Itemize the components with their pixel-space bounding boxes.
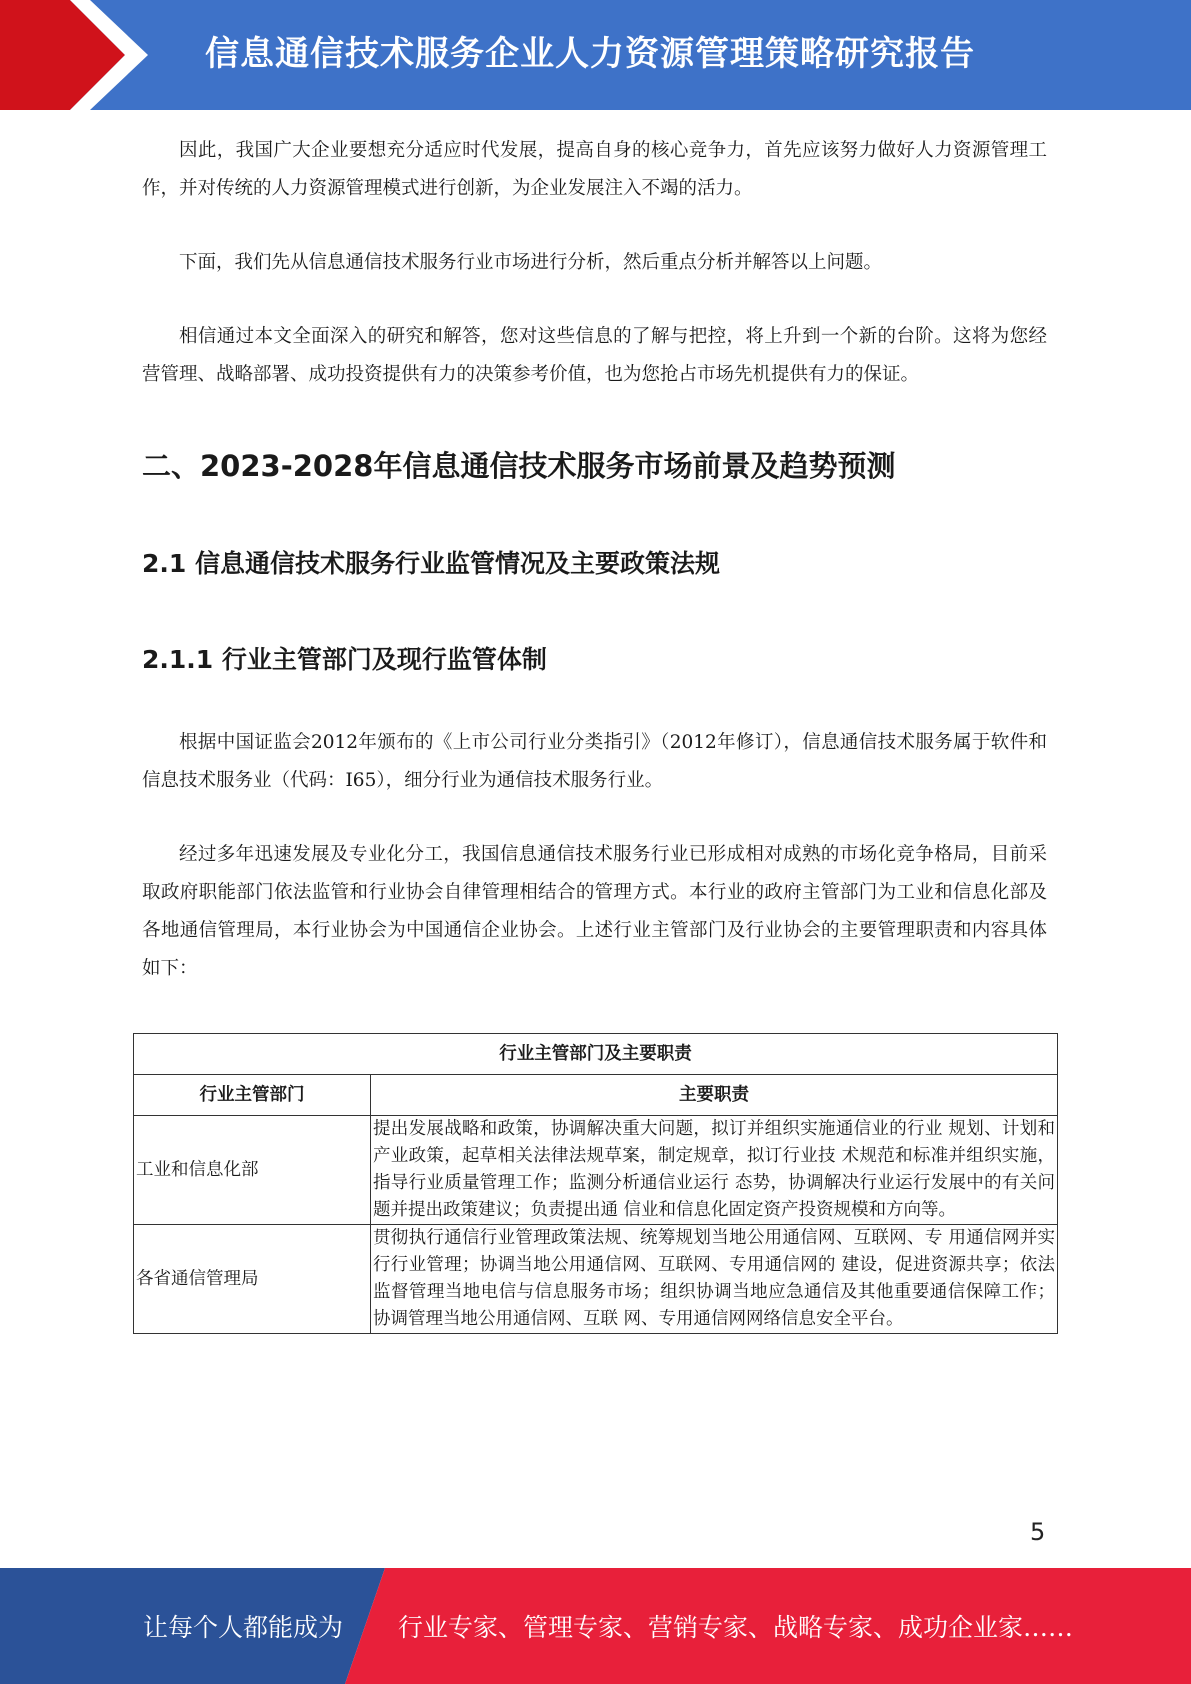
paragraph-section-1: 根据中国证监会2012年颁布的《上市公司行业分类指引》（2012年修订），信息通信技术服务属于软件和信息技术服务业（代码：I65），细分行业为通信技术服务行业。 xyxy=(142,732,1047,791)
page-number: 5 xyxy=(1030,1518,1046,1546)
header-banner xyxy=(0,0,1191,110)
section-heading: 二、2023-2028年信息通信技术服务市场前景及趋势预测 xyxy=(142,449,896,483)
table-cell-dept: 各省通信管理局 xyxy=(134,1225,371,1334)
table-row xyxy=(134,1225,1058,1334)
duty-table xyxy=(133,1033,1058,1334)
table-cell-dept: 工业和信息化部 xyxy=(134,1116,371,1225)
subsection-heading: 2.1 信息通信技术服务行业监管情况及主要政策法规 xyxy=(142,549,720,578)
paragraph-section-2: 经过多年迅速发展及专业化分工，我国信息通信技术服务行业已形成相对成熟的市场化竞争格局，目前采取政府职能部门依法监管和行业协会自律管理相结合的管理方式。本行业的政府主管部门为工业和信息化部及各地通信管理局，本行业协会为中国通信企业协会。上述行业主管部门及行业协会的主要管理职责和内容具体如下： xyxy=(142,844,1047,979)
table-caption: 行业主管部门及主要职责 xyxy=(134,1034,1058,1075)
paragraph-intro-3: 相信通过本文全面深入的研究和解答，您对这些信息的了解与把控，将上升到一个新的台阶。这将为您经营管理、战略部署、成功投资提供有力的决策参考价值，也为您抢占市场先机提供有力的保证。 xyxy=(142,326,1047,385)
main-content xyxy=(142,132,1047,1024)
table-header-row xyxy=(134,1075,1058,1116)
table-cell-duty: 提出发展战略和政策，协调解决重大问题，拟订并组织实施通信业的行业 规划、计划和产业政策，起草相关法律法规草案，制定规章，拟订行业技 术规范和标准并组织实施，指导行业质量管理工作；监测分析通信业运行 态势，协调解决行业运行发展中的有关问题并提出政策建议；负责提出通 信业和信息化固定资产投资规模和方向等。 xyxy=(371,1116,1058,1225)
table-header-dept: 行业主管部门 xyxy=(134,1075,371,1116)
footer-banner xyxy=(0,1568,1191,1684)
duty-table-wrapper xyxy=(133,1033,1058,1334)
table-cell-duty: 贯彻执行通信行业管理政策法规、统筹规划当地公用通信网、互联网、专 用通信网并实行行业管理；协调当地公用通信网、互联网、专用通信网的 建设，促进资源共享；依法监督管理当地电信与信息服务市场；组织协调当地应急通信及其他重要通信保障工作；协调管理当地公用通信网、互联 网、专用通信网网络信息安全平台。 xyxy=(371,1225,1058,1334)
table-header-duty: 主要职责 xyxy=(371,1075,1058,1116)
subsubsection-heading: 2.1.1 行业主管部门及现行监管体制 xyxy=(142,645,547,674)
table-row xyxy=(134,1116,1058,1225)
paragraph-intro-1: 因此，我国广大企业要想充分适应时代发展，提高自身的核心竞争力，首先应该努力做好人力资源管理工作，并对传统的人力资源管理模式进行创新，为企业发展注入不竭的活力。 xyxy=(142,140,1047,199)
footer-slogan-right: 行业专家、管理专家、营销专家、战略专家、成功企业家…… xyxy=(398,1613,1074,1642)
footer-slogan-left: 让每个人都能成为 xyxy=(143,1613,344,1642)
table-caption-row xyxy=(134,1034,1058,1075)
report-title: 信息通信技术服务企业人力资源管理策略研究报告 xyxy=(205,34,975,74)
paragraph-intro-2: 下面，我们先从信息通信技术服务行业市场进行分析，然后重点分析并解答以上问题。 xyxy=(179,252,883,273)
header-arrow-decoration xyxy=(0,0,160,110)
